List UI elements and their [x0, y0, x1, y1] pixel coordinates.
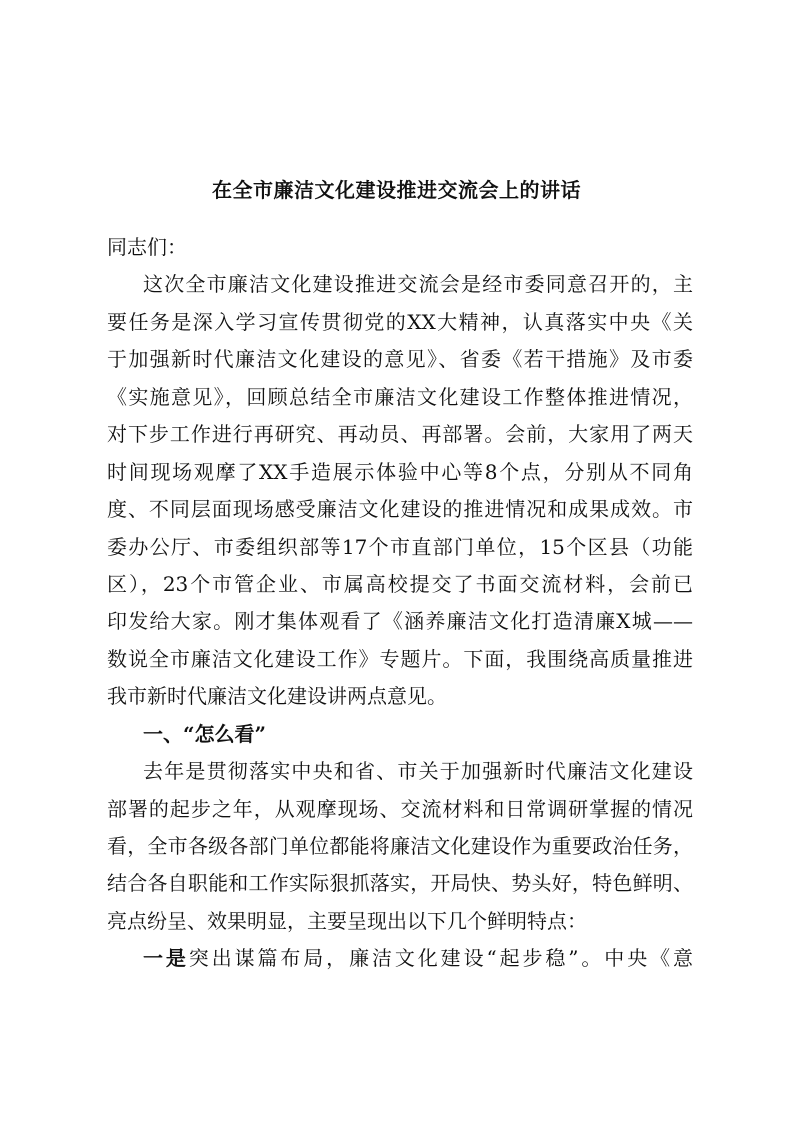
text-line: 我市新时代廉洁文化建设讲两点意见。: [107, 684, 447, 709]
text-line: 区），23个市管企业、市属高校提交了书面交流材料，会前已: [107, 571, 693, 596]
text-line: 亮点纷呈、效果明显，主要呈现出以下几个鲜明特点：: [107, 908, 587, 933]
text-line: 这次全市廉洁文化建设推进交流会是经市委同意召开的，主: [143, 272, 693, 297]
salutation: 同志们：: [107, 235, 187, 259]
text-line: 数说全市廉洁文化建设工作》专题片。下面，我围绕高质量推进: [107, 646, 693, 671]
point-text: 突出谋篇布局，廉洁文化建设“起步稳”。中央《意: [188, 946, 693, 971]
text-line: 部署的起步之年，从观摩现场、交流材料和日常调研掌握的情况: [107, 796, 693, 821]
text-line: 委办公厅、市委组织部等17个市直部门单位，15个区县（功能: [107, 534, 693, 559]
section-heading: 一、“怎么看”: [143, 721, 267, 746]
text-line: 要任务是深入学习宣传贯彻党的XX大精神，认真落实中央《关: [107, 309, 693, 334]
text-line: 看，全市各级各部门单位都能将廉洁文化建设作为重要政治任务，: [107, 834, 693, 858]
text-line: 去年是贯彻落实中央和省、市关于加强新时代廉洁文化建设: [143, 759, 693, 784]
text-line: 于加强新时代廉洁文化建设的意见》、省委《若干措施》及市委: [107, 347, 693, 372]
text-line: 结合各自职能和工作实际狠抓落实，开局快、势头好，特色鲜明、: [107, 871, 693, 896]
document-title: 在全市廉洁文化建设推进交流会上的讲话: [212, 178, 581, 202]
document-body: [107, 229, 693, 978]
text-line: 《实施意见》，回顾总结全市廉洁文化建设工作整体推进情况，: [107, 384, 693, 409]
paragraph-intro: [107, 266, 693, 715]
paragraph-overview: [107, 753, 693, 940]
text-line: 时间现场观摩了XX手造展示体验中心等8个点，分别从不同角: [107, 459, 693, 484]
point-one: [107, 940, 693, 977]
text-line: 对下步工作进行再研究、再动员、再部署。会前，大家用了两天: [107, 422, 693, 447]
point-lead: 一是: [143, 946, 189, 971]
text-line: 度、不同层面现场感受廉洁文化建设的推进情况和成果成效。市: [107, 497, 693, 522]
text-line: 印发给大家。刚才集体观看了《涵养廉洁文化打造清廉X城——: [107, 609, 693, 634]
